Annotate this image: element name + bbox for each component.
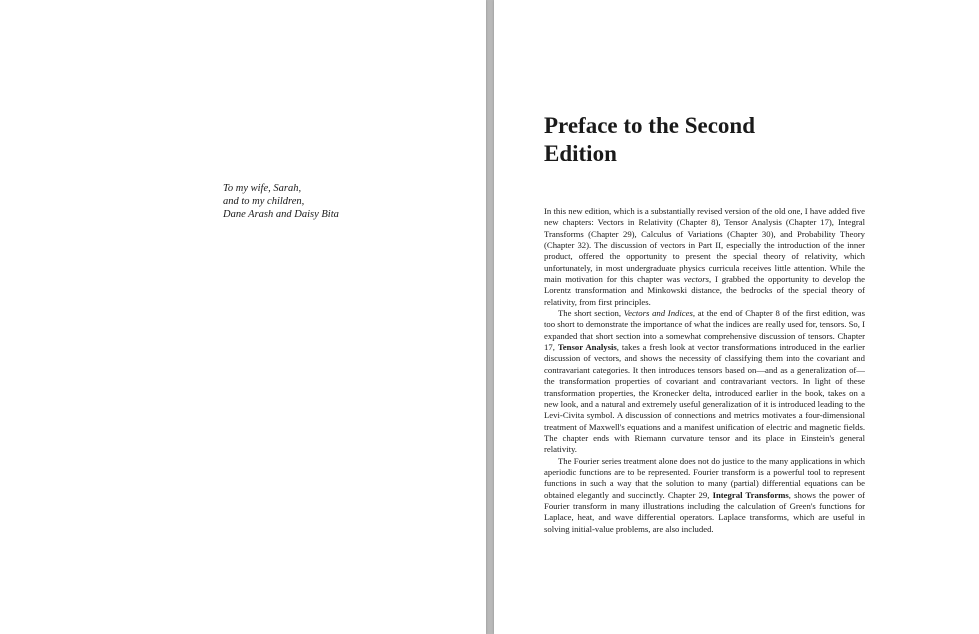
bold-text: Integral Transforms bbox=[712, 489, 789, 500]
page-title bbox=[544, 112, 864, 168]
text-run: , takes a fresh look at vector transformations introduced in the earlier discussion of vectors, and shows the necessity of classifying them into the covariant and contravariant categories. It then introduces tensors based on—and as a generalization of—the transformation properties of covariant and contravariant vectors. In light of these transformation properties, the Kronecker delta, introduced earlier in the book, takes on a new look, and a natural and extremely useful generalization of it is introduced leading to the Levi-Civita symbol. A discussion of connections and metrics motivates a four-dimensional treatment of Maxwell's equations and a manifest unification of electric and magnetic fields. The chapter ends with Riemann curvature tensor and its place in Einstein's general relativity. bbox=[544, 342, 865, 455]
text-run: , I grabbed the opportunity to develop the Lorentz transformation and Minkowski distance, the bedrocks of the special theory of relativity, from first principles. bbox=[544, 274, 866, 307]
paragraph-3 bbox=[544, 456, 865, 535]
emphasis-text: vectors bbox=[683, 274, 709, 285]
preface-body bbox=[544, 206, 865, 535]
text-run: The short section, bbox=[558, 308, 622, 319]
dedication-line: and to my children, bbox=[223, 196, 305, 207]
dedication-line: To my wife, Sarah, bbox=[223, 183, 302, 194]
bold-text: Tensor Analysis bbox=[557, 342, 617, 353]
title-line: Preface to the Second bbox=[544, 113, 755, 138]
text-run: The Fourier series treatment alone does not do justice to the many applications in which aperiodic functions are to be represented. Fourier transform is a powerful tool to represent functions in such a way that the solution to many (partial) differential equations can be obtained elegantly and succinctly. Chapter 29, bbox=[544, 455, 865, 500]
paragraph-2 bbox=[544, 308, 865, 455]
dedication bbox=[223, 182, 339, 221]
text-run: In this new edition, which is a substantially revised version of the old one, I have added five new chapters: Vectors in Relativity (Chapter 8), Tensor Analysis (Chapter 17), Integral Transforms (Chapter 29), Calculus of Variations (Chapter 30), and Probability Theory (Chapter 32). The discussion of vectors in Part II, especially the introduction of the inner product, offered the opportunity to present the special theory of relativity, which unfortunately, in most undergraduate physics curricula receives little attention. While the main motivation for this chapter was bbox=[544, 206, 865, 285]
right-page bbox=[494, 0, 979, 634]
emphasis-text: Vectors and Indices bbox=[623, 308, 693, 319]
title-line: Edition bbox=[544, 141, 617, 166]
text-run: , shows the power of Fourier transform in many illustrations including the calculation of Green's functions for Laplace, heat, and wave differential operators. Laplace transforms, which are useful in solving initial-value problems, are also included. bbox=[544, 489, 865, 534]
text-run: , at the end of Chapter 8 of the first edition, was too short to demonstrate the importance of what the indices are really used for, tensors. So, I expanded that short section into a somewhat comprehensive discussion of tensors. Chapter 17, bbox=[544, 308, 865, 353]
left-page bbox=[0, 0, 486, 634]
paragraph-1 bbox=[544, 206, 865, 308]
dedication-line: Dane Arash and Daisy Bita bbox=[223, 209, 339, 220]
